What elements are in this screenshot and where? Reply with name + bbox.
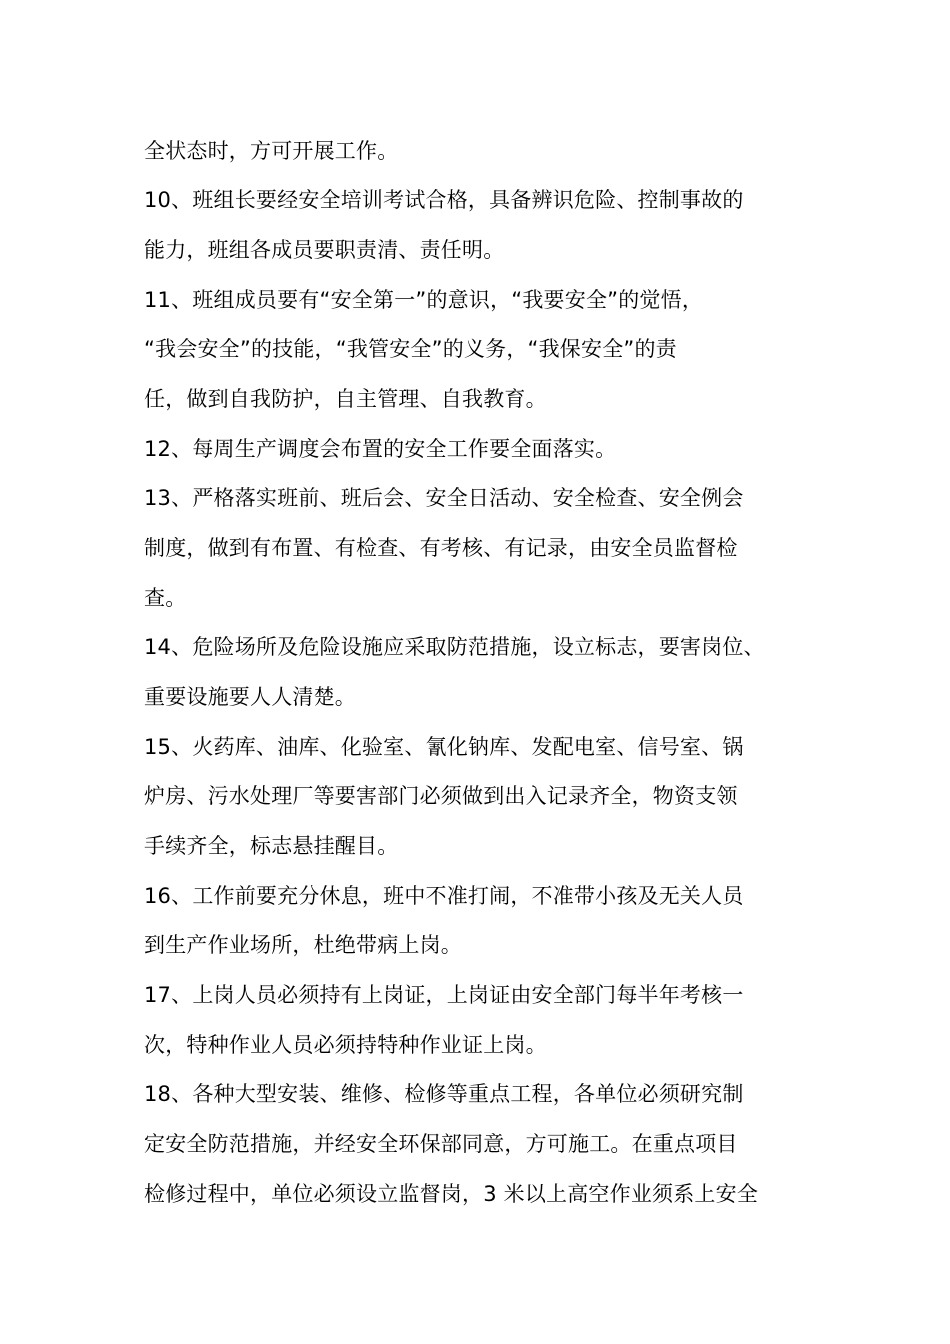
text-line: 18、各种大型安装、维修、检修等重点工程，各单位必须研究制 [144, 1082, 744, 1106]
text-line: 全状态时，方可开展工作。 [144, 139, 399, 163]
text-line: 11、班组成员要有“安全第一”的意识，“我要安全”的觉悟， [144, 288, 704, 312]
text-line: 重要设施要人人清楚。 [144, 685, 356, 709]
text-line: 定安全防范措施，并经安全环保部同意，方可施工。在重点项目 [144, 1132, 738, 1156]
text-line: 能力，班组各成员要职责清、责任明。 [144, 238, 505, 262]
text-line: 17、上岗人员必须持有上岗证，上岗证由安全部门每半年考核一 [144, 983, 744, 1007]
text-line: 制度，做到有布置、有检查、有考核、有记录，由安全员监督检 [144, 536, 738, 560]
text-line: 12、每周生产调度会布置的安全工作要全面落实。 [144, 437, 617, 461]
text-line: 16、工作前要充分休息，班中不准打闹，不准带小孩及无关人员 [144, 884, 744, 908]
text-line: 任，做到自我防护，自主管理、自我教育。 [144, 387, 547, 411]
text-line: 次，特种作业人员必须持特种作业证上岗。 [144, 1033, 547, 1057]
text-line: 手续齐全，标志悬挂醒目。 [144, 834, 399, 858]
text-line: 15、火药库、油库、化验室、氰化钠库、发配电室、信号室、锅 [144, 735, 744, 759]
text-line: 检修过程中，单位必须设立监督岗，3 米以上高空作业须系上安全 [144, 1182, 759, 1206]
text-line: 14、危险场所及危险设施应采取防范措施，设立标志，要害岗位、 [144, 635, 765, 659]
text-line: 到生产作业场所，杜绝带病上岗。 [144, 933, 462, 957]
text-line: 10、班组长要经安全培训考试合格，具备辨识危险、控制事故的 [144, 188, 744, 212]
text-line: 查。 [144, 586, 187, 610]
text-line: 13、严格落实班前、班后会、安全日活动、安全检查、安全例会 [144, 486, 744, 510]
text-line: 炉房、污水处理厂等要害部门必须做到出入记录齐全，物资支领 [144, 784, 738, 808]
text-line: “我会安全”的技能，“我管安全”的义务，“我保安全”的责 [144, 337, 677, 361]
